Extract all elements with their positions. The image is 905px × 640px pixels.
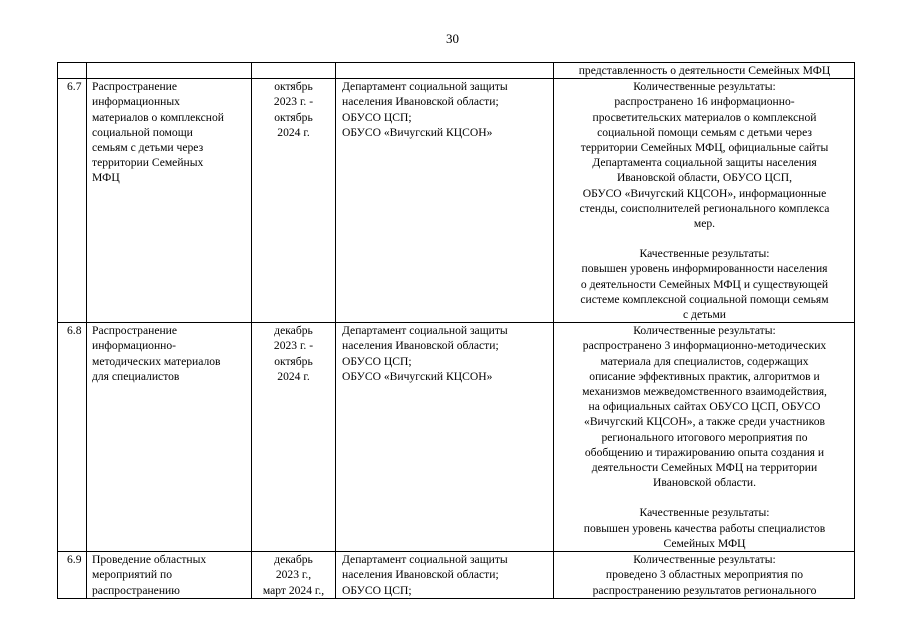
text-line: Департамента социальной защиты населения — [592, 156, 817, 170]
text-line: ОБУСО «Вичугский КЦСОН» — [342, 369, 493, 383]
text-line: деятельности Семейных МФЦ на территории — [591, 461, 818, 475]
text-line: Семейных МФЦ — [663, 536, 746, 550]
text-line: Количественные результаты: — [633, 80, 776, 94]
text-line: Качественные результаты: — [639, 247, 770, 261]
paragraph-gap — [559, 231, 850, 246]
cell-result — [554, 323, 855, 552]
text-line: распространено 16 информационно- — [614, 95, 795, 109]
cell-name — [87, 552, 252, 599]
text-line: Департамент социальной защиты — [342, 553, 508, 567]
text-line: Качественные результаты: — [639, 506, 770, 520]
text-line: материала для специалистов, содержащих — [600, 354, 809, 368]
text-line: системе комплексной социальной помощи семьям — [580, 292, 829, 306]
text-line: мер. — [693, 217, 716, 231]
text-line: 2023 г. - — [273, 339, 314, 353]
cell-date — [252, 323, 336, 552]
text-line: Количественные результаты: — [633, 324, 776, 338]
text-line: распространению — [92, 583, 180, 597]
table-row — [58, 552, 855, 599]
text-line: мероприятий по — [92, 568, 172, 582]
text-line: социальной помощи семьям с детьми через — [597, 125, 812, 139]
cell-date — [252, 552, 336, 599]
text-line: октябрь — [274, 110, 313, 124]
text-line: описание эффективных практик, алгоритмов и — [589, 369, 820, 383]
text-line: Департамент социальной защиты — [342, 80, 508, 94]
text-line: обобщению и тиражированию опыта создания и — [584, 445, 825, 459]
cell-executor — [336, 63, 554, 79]
text-line: ОБУСО ЦСП; — [342, 583, 412, 597]
text-line: населения Ивановской области; — [342, 95, 499, 109]
text-line: территории Семейных — [92, 156, 204, 170]
text-line: повышен уровень информированности населения — [581, 262, 828, 276]
text-line: Департамент социальной защиты — [342, 324, 508, 338]
text-line: 2023 г., — [275, 568, 312, 582]
cell-executor — [336, 323, 554, 552]
text-line: семьям с детьми через — [92, 141, 204, 155]
text-line: населения Ивановской области; — [342, 339, 499, 353]
text-line: механизмов межведомственного взаимодействия, — [582, 385, 827, 399]
cell-name — [87, 63, 252, 79]
text-line: территории Семейных МФЦ, официальные сайты — [580, 141, 829, 155]
cell-num: 6.9 — [58, 552, 87, 599]
cell-result — [554, 552, 855, 599]
cell-date — [252, 63, 336, 79]
cell-num: 6.7 — [58, 79, 87, 323]
text-line: Распространение — [92, 324, 178, 338]
measures-table — [57, 62, 855, 599]
text-line: просветительских материалов о комплексной — [592, 110, 817, 124]
text-line: Количественные результаты: — [633, 553, 776, 567]
text-line: методических материалов — [92, 354, 221, 368]
text-line: материалов о комплексной — [92, 110, 225, 124]
text-line: декабрь — [274, 553, 313, 567]
text-line: март 2024 г., — [262, 583, 325, 597]
text-line: регионального итогового мероприятия по — [601, 430, 808, 444]
cell-num: 6.8 — [58, 323, 87, 552]
cell-name — [87, 79, 252, 323]
cell-date — [252, 79, 336, 323]
cell-name — [87, 323, 252, 552]
text-line: распространению результатов регионального — [592, 583, 817, 597]
text-line: повышен уровень качества работы специалистов — [583, 521, 826, 535]
text-line: стенды, соисполнителей регионального комплекса — [579, 201, 830, 215]
text-line: информационно- — [92, 339, 177, 353]
text-line: 2024 г. — [277, 125, 310, 139]
text-line: Ивановской области, ОБУСО ЦСП, — [616, 171, 793, 185]
table-row — [58, 323, 855, 552]
text-line: проведено 3 областных мероприятия по — [605, 568, 804, 582]
text-line: «Вичугский КЦСОН», а также среди участников — [584, 415, 825, 429]
cell-result — [554, 79, 855, 323]
text-line: декабрь — [274, 324, 313, 338]
table-row — [58, 79, 855, 323]
text-line: распространено 3 информационно-методических — [582, 339, 827, 353]
text-line: информационных — [92, 95, 180, 109]
text-line: Ивановской области. — [653, 476, 756, 490]
text-line: октябрь — [274, 354, 313, 368]
cell-executor — [336, 552, 554, 599]
text-line: 2024 г. — [277, 369, 310, 383]
text-line: о деятельности Семейных МФЦ и существующей — [580, 277, 829, 291]
text-line: ОБУСО ЦСП; — [342, 110, 412, 124]
text-line: октябрь — [274, 80, 313, 94]
text-line: ОБУСО «Вичугский КЦСОН» — [342, 125, 493, 139]
text-line: населения Ивановской области; — [342, 568, 499, 582]
cell-num — [58, 63, 87, 79]
text-line: для специалистов — [92, 369, 180, 383]
result-line: представленность о деятельности Семейных МФЦ — [578, 64, 831, 77]
text-line: на официальных сайтах ОБУСО ЦСП, ОБУСО — [588, 400, 821, 414]
text-line: МФЦ — [92, 171, 120, 185]
text-line: с детьми — [683, 308, 726, 322]
text-line: ОБУСО ЦСП; — [342, 354, 412, 368]
text-line: Проведение областных — [92, 553, 207, 567]
cell-executor — [336, 79, 554, 323]
text-line: 2023 г. - — [273, 95, 314, 109]
text-line: социальной помощи — [92, 125, 193, 139]
text-line: ОБУСО «Вичугский КЦСОН», информационные — [582, 186, 827, 200]
paragraph-gap — [559, 490, 850, 505]
cell-result — [554, 63, 855, 79]
table-row-continuation — [58, 63, 855, 79]
page-number: 30 — [446, 31, 459, 46]
text-line: Распространение — [92, 80, 178, 94]
